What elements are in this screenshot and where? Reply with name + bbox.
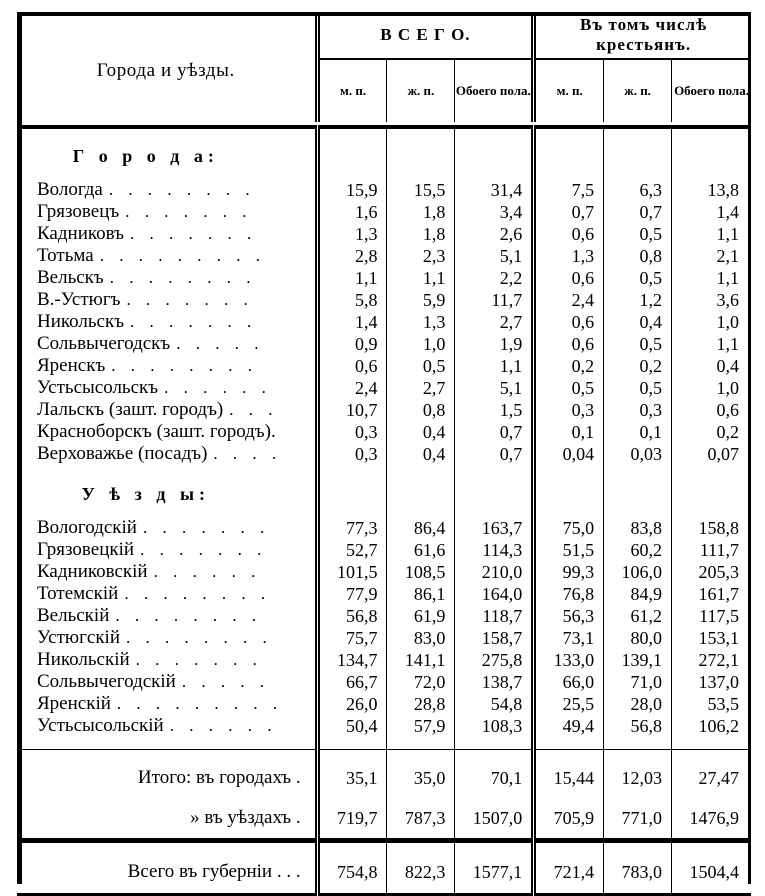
- data-cell: 31,4: [455, 179, 534, 201]
- data-cell: 1,0: [387, 333, 455, 355]
- data-cell: 1,4: [716, 201, 739, 222]
- row-label: Вельскій . . . . . . . .: [17, 605, 317, 627]
- data-cell: 60,2: [604, 539, 672, 561]
- row-gap: [17, 127, 751, 139]
- row-gap: [17, 737, 751, 750]
- data-cell: 51,5: [534, 539, 604, 561]
- table-row-summary: [17, 758, 751, 798]
- data-cell: 77,9: [317, 583, 387, 605]
- column-header-5: Обоего пола.: [674, 82, 749, 98]
- row-gap: [17, 465, 751, 477]
- data-cell: 161,7: [698, 583, 739, 604]
- gap-cell: [17, 465, 317, 477]
- data-cell: 99,3: [534, 561, 604, 583]
- data-cell: 783,0: [604, 851, 672, 895]
- data-cell: 75,7: [317, 627, 387, 649]
- data-cell: 1476,9: [689, 807, 739, 828]
- data-cell: 111,7: [699, 539, 739, 560]
- gap-cell: [604, 737, 672, 750]
- leader-dots: . . . . . . . . .: [99, 246, 266, 265]
- data-cell: 0,1: [604, 421, 672, 443]
- data-cell: 52,7: [317, 539, 387, 561]
- data-cell: 0,3: [604, 399, 672, 421]
- data-cell: 26,0: [317, 693, 387, 715]
- data-cell: 5,8: [317, 289, 387, 311]
- data-cell: 0,1: [534, 421, 604, 443]
- data-cell: 66,0: [534, 671, 604, 693]
- gap-cell: [317, 465, 387, 477]
- table-row-district: [17, 671, 751, 693]
- data-cell: 0,7: [455, 443, 534, 465]
- data-cell: 163,7: [455, 517, 534, 539]
- data-cell: 1,0: [716, 377, 739, 398]
- table-row-city: [17, 201, 751, 223]
- table-row-district: [17, 649, 751, 671]
- table-row-city: [17, 179, 751, 201]
- group-header-peasants: Въ томъ числѣ крестьянъ.: [534, 12, 751, 59]
- data-cell: 117,5: [699, 605, 739, 626]
- data-cell: 2,2: [455, 267, 534, 289]
- data-cell: 0,5: [387, 355, 455, 377]
- table-row-city: [17, 421, 751, 443]
- data-cell: 56,8: [604, 715, 672, 737]
- data-cell: 138,7: [455, 671, 534, 693]
- row-label: В.-Устюгъ . . . . . . .: [17, 289, 317, 311]
- spacer-cell: [455, 477, 534, 511]
- data-cell: 0,04: [534, 443, 604, 465]
- data-cell: 5,9: [387, 289, 455, 311]
- data-cell: 28,8: [387, 693, 455, 715]
- spacer-cell: [317, 477, 387, 511]
- stub-header: [17, 12, 317, 122]
- data-cell: 71,0: [604, 671, 672, 693]
- data-cell: 114,3: [455, 539, 534, 561]
- column-header-3: м. п.: [534, 59, 604, 122]
- section-heading-cities-label: Г о р о д а:: [17, 139, 317, 173]
- spacer-cell: [387, 477, 455, 511]
- grand-total-spacer: [17, 843, 751, 851]
- table-row-city: [17, 377, 751, 399]
- data-cell: 0,8: [604, 245, 672, 267]
- table-row-city: [17, 443, 751, 465]
- column-header-2: Обоего пола.: [455, 59, 534, 122]
- row-label: Вельскъ . . . . . . . .: [17, 267, 317, 289]
- data-cell: 3,4: [455, 201, 534, 223]
- gap-cell: [455, 737, 534, 750]
- table-row-grand-total: [17, 851, 751, 895]
- data-cell: 0,03: [604, 443, 672, 465]
- gap-cell: [387, 127, 455, 139]
- data-cell: 7,5: [534, 179, 604, 201]
- row-label: Красноборскъ (зашт. городъ).: [17, 421, 317, 443]
- population-statistics-table: [17, 12, 751, 896]
- gap-cell: [387, 465, 455, 477]
- column-header-4: ж. п.: [604, 59, 672, 122]
- table-row-city: [17, 289, 751, 311]
- data-cell: 0,3: [317, 421, 387, 443]
- row-label: Грязовецкій . . . . . . .: [17, 539, 317, 561]
- table-row-district: [17, 539, 751, 561]
- data-cell: 210,0: [455, 561, 534, 583]
- data-cell: 54,8: [455, 693, 534, 715]
- leader-dots: . . . . . . . .: [115, 606, 262, 625]
- leader-dots: . . . . . .: [164, 378, 272, 397]
- data-cell: 137,0: [698, 671, 739, 692]
- gap-cell: [534, 465, 604, 477]
- spacer-cell: [534, 477, 604, 511]
- leader-dots: [276, 422, 282, 441]
- data-cell: 10,7: [317, 399, 387, 421]
- data-cell: 0,07: [707, 443, 739, 464]
- spacer-cell: [672, 477, 751, 511]
- data-cell: 73,1: [534, 627, 604, 649]
- leader-dots: . . . . .: [181, 672, 270, 691]
- table-row-district: [17, 517, 751, 539]
- gap-cell: [317, 737, 387, 750]
- data-cell: 1507,0: [455, 798, 534, 841]
- data-cell: 164,0: [455, 583, 534, 605]
- data-cell: 2,4: [317, 377, 387, 399]
- gap-cell: [534, 127, 604, 139]
- table-row-district: [17, 627, 751, 649]
- gap-cell: [672, 127, 751, 139]
- data-cell: 11,7: [455, 289, 534, 311]
- data-cell: 822,3: [387, 851, 455, 895]
- data-cell: 141,1: [387, 649, 455, 671]
- spacer-cell: [672, 139, 751, 173]
- data-cell: 15,44: [534, 758, 604, 798]
- leader-dots: . . . . . . .: [126, 290, 254, 309]
- data-cell: 61,2: [604, 605, 672, 627]
- data-cell: 0,5: [604, 267, 672, 289]
- data-cell: 108,5: [387, 561, 455, 583]
- table-row-city: [17, 311, 751, 333]
- row-label: Верховажье (посадъ) . . . .: [17, 443, 317, 465]
- data-cell: 153,1: [698, 627, 739, 648]
- table-row-summary: [17, 798, 751, 841]
- data-cell: 0,9: [317, 333, 387, 355]
- leader-dots: . . .: [229, 400, 278, 419]
- data-cell: 77,3: [317, 517, 387, 539]
- data-cell: 139,1: [604, 649, 672, 671]
- data-cell: 12,03: [604, 758, 672, 798]
- leader-dots: . . . . . . . .: [111, 356, 258, 375]
- data-cell: 61,6: [387, 539, 455, 561]
- data-cell: 3,6: [716, 289, 739, 310]
- row-label: Устюгскій . . . . . . . .: [17, 627, 317, 649]
- spacer-cell: [604, 139, 672, 173]
- leader-dots: . . . . . . . .: [109, 268, 256, 287]
- table-row-district: [17, 715, 751, 737]
- data-cell: 1,8: [387, 223, 455, 245]
- data-cell: 0,8: [387, 399, 455, 421]
- data-cell: 0,3: [317, 443, 387, 465]
- data-cell: 61,9: [387, 605, 455, 627]
- data-cell: 0,2: [534, 355, 604, 377]
- data-cell: 0,5: [604, 377, 672, 399]
- data-cell: 86,1: [387, 583, 455, 605]
- data-cell: 108,3: [455, 715, 534, 737]
- data-cell: 1504,4: [689, 861, 739, 882]
- data-cell: 1577,1: [455, 851, 534, 895]
- gap-cell: [534, 737, 604, 750]
- data-cell: 83,8: [604, 517, 672, 539]
- spacer-cell: [455, 139, 534, 173]
- leader-dots: . . . . . . .: [135, 650, 263, 669]
- section-heading-districts-label: У ѣ з д ы:: [17, 477, 317, 511]
- table-row-district: [17, 583, 751, 605]
- row-label: Кадниковскій . . . . . .: [17, 561, 317, 583]
- gap-cell: [455, 127, 534, 139]
- row-label: Тотьма . . . . . . . . .: [17, 245, 317, 267]
- gap-cell: [455, 465, 534, 477]
- row-label: Лальскъ (зашт. городъ) . . .: [17, 399, 317, 421]
- data-cell: 0,6: [317, 355, 387, 377]
- leader-dots: . . . . . .: [169, 716, 277, 735]
- table-row-city: [17, 355, 751, 377]
- gap-cell: [672, 465, 751, 477]
- data-cell: 0,4: [387, 443, 455, 465]
- data-cell: 0,5: [534, 377, 604, 399]
- data-cell: 0,6: [534, 267, 604, 289]
- gap-cell: [604, 465, 672, 477]
- column-header-1: ж. п.: [387, 59, 455, 122]
- data-cell: 0,2: [604, 355, 672, 377]
- data-cell: 1,1: [317, 267, 387, 289]
- row-label: Сольвычегодскій . . . . .: [17, 671, 317, 693]
- table-row-district: [17, 693, 751, 715]
- data-cell: 66,7: [317, 671, 387, 693]
- data-cell: 2,7: [387, 377, 455, 399]
- table-row-city: [17, 223, 751, 245]
- row-label: Итого: въ городахъ .: [17, 758, 317, 798]
- data-cell: 28,0: [604, 693, 672, 715]
- row-label: » въ уѣздахъ .: [17, 798, 317, 841]
- data-cell: 6,3: [604, 179, 672, 201]
- data-cell: 2,4: [534, 289, 604, 311]
- gap-cell: [604, 127, 672, 139]
- stub-header-label: Города и уѣзды.: [96, 60, 235, 81]
- data-cell: 0,4: [716, 355, 739, 376]
- leader-dots: . . . . . . .: [140, 540, 267, 559]
- data-cell: 787,3: [387, 798, 455, 841]
- data-cell: 75,0: [534, 517, 604, 539]
- data-cell: 1,5: [455, 399, 534, 421]
- data-cell: 1,6: [317, 201, 387, 223]
- data-cell: 1,1: [387, 267, 455, 289]
- leader-dots: . . . . . . .: [130, 312, 257, 331]
- data-cell: 275,8: [455, 649, 534, 671]
- data-cell: 50,4: [317, 715, 387, 737]
- leader-dots: . . . .: [213, 444, 282, 463]
- leader-dots: . . . . . . . . .: [116, 694, 283, 713]
- data-cell: 56,8: [317, 605, 387, 627]
- leader-dots: . . . . . . . .: [126, 628, 273, 647]
- data-cell: 1,3: [534, 245, 604, 267]
- data-cell: 1,3: [317, 223, 387, 245]
- section-heading-districts: [17, 477, 751, 511]
- table-row-city: [17, 399, 751, 421]
- summary-spacer: [17, 750, 751, 758]
- leader-dots: . . . . . . .: [142, 518, 270, 537]
- row-label: Яренскій . . . . . . . . .: [17, 693, 317, 715]
- data-cell: 2,6: [455, 223, 534, 245]
- data-cell: 1,1: [716, 223, 739, 244]
- data-cell: 35,0: [387, 758, 455, 798]
- row-label: Яренскъ . . . . . . . .: [17, 355, 317, 377]
- data-cell: 1,9: [455, 333, 534, 355]
- leader-dots: . . . . .: [176, 334, 264, 353]
- spacer-cell: [604, 477, 672, 511]
- data-cell: 0,7: [455, 421, 534, 443]
- data-cell: 86,4: [387, 517, 455, 539]
- data-cell: 15,9: [317, 179, 387, 201]
- data-cell: 1,1: [716, 267, 739, 288]
- row-label: Сольвычегодскъ . . . . .: [17, 333, 317, 355]
- data-cell: 2,8: [317, 245, 387, 267]
- data-cell: 1,1: [716, 333, 739, 354]
- leader-dots: . . . . . . .: [129, 224, 257, 243]
- row-label: Кадниковъ . . . . . . .: [17, 223, 317, 245]
- leader-dots: . . . . . . . .: [124, 584, 271, 603]
- row-label: Никольскъ . . . . . . .: [17, 311, 317, 333]
- row-label: Грязовецъ . . . . . . .: [17, 201, 317, 223]
- data-cell: 1,2: [604, 289, 672, 311]
- data-cell: 5,1: [455, 245, 534, 267]
- data-cell: 27,47: [698, 767, 739, 788]
- row-label: Устьсысольскъ . . . . . .: [17, 377, 317, 399]
- leader-dots: . . . . . . . .: [108, 180, 256, 199]
- data-cell: 134,7: [317, 649, 387, 671]
- data-cell: 0,7: [534, 201, 604, 223]
- data-cell: 0,6: [716, 399, 739, 420]
- data-cell: 205,3: [698, 561, 739, 582]
- row-label: Вологда . . . . . . . .: [17, 179, 317, 201]
- data-cell: 83,0: [387, 627, 455, 649]
- data-cell: 0,4: [387, 421, 455, 443]
- leader-dots: . . . . . . .: [125, 202, 252, 221]
- section-heading-cities: [17, 139, 751, 173]
- data-cell: 1,0: [716, 311, 739, 332]
- data-cell: 25,5: [534, 693, 604, 715]
- data-cell: 0,2: [716, 421, 739, 442]
- data-cell: 1,3: [387, 311, 455, 333]
- data-cell: 106,0: [604, 561, 672, 583]
- data-cell: 1,4: [317, 311, 387, 333]
- row-label: Вологодскій . . . . . . .: [17, 517, 317, 539]
- data-cell: 2,7: [455, 311, 534, 333]
- column-header-0: м. п.: [317, 59, 387, 122]
- data-cell: 35,1: [317, 758, 387, 798]
- table-row-district: [17, 561, 751, 583]
- gap-cell: [672, 737, 751, 750]
- group-header-total: В С Е Г О.: [317, 12, 534, 59]
- data-cell: 0,5: [604, 333, 672, 355]
- data-cell: 5,1: [455, 377, 534, 399]
- data-cell: 106,2: [698, 715, 739, 736]
- data-cell: 272,1: [698, 649, 739, 670]
- data-cell: 771,0: [604, 798, 672, 841]
- spacer-cell: [387, 139, 455, 173]
- data-cell: 0,7: [604, 201, 672, 223]
- data-cell: 0,5: [604, 223, 672, 245]
- table-row-city: [17, 333, 751, 355]
- data-cell: 57,9: [387, 715, 455, 737]
- data-cell: 84,9: [604, 583, 672, 605]
- data-cell: 158,7: [455, 627, 534, 649]
- leader-dots: . . . . . .: [153, 562, 261, 581]
- data-cell: 705,9: [534, 798, 604, 841]
- data-cell: 49,4: [534, 715, 604, 737]
- data-cell: 53,5: [707, 693, 739, 714]
- data-cell: 118,7: [455, 605, 534, 627]
- spacer-cell: [317, 139, 387, 173]
- gap-cell: [17, 127, 317, 139]
- data-cell: 13,8: [707, 179, 739, 200]
- data-cell: 80,0: [604, 627, 672, 649]
- data-cell: 0,4: [604, 311, 672, 333]
- data-cell: 0,6: [534, 223, 604, 245]
- data-cell: 1,8: [387, 201, 455, 223]
- data-cell: 0,3: [534, 399, 604, 421]
- header-row-groups: [17, 12, 751, 59]
- data-cell: 133,0: [534, 649, 604, 671]
- gap-cell: [317, 127, 387, 139]
- table-row-city: [17, 245, 751, 267]
- data-cell: 1,1: [455, 355, 534, 377]
- data-cell: 72,0: [387, 671, 455, 693]
- table-row-district: [17, 605, 751, 627]
- data-cell: 70,1: [455, 758, 534, 798]
- data-cell: 721,4: [534, 851, 604, 895]
- data-cell: 76,8: [534, 583, 604, 605]
- row-label: Никольскій . . . . . . .: [17, 649, 317, 671]
- data-cell: 719,7: [317, 798, 387, 841]
- row-label: Всего въ губерніи . . .: [17, 851, 317, 895]
- data-cell: 158,8: [698, 517, 739, 538]
- data-cell: 0,6: [534, 333, 604, 355]
- table-row-city: [17, 267, 751, 289]
- data-cell: 0,6: [534, 311, 604, 333]
- row-label: Устьсысольскій . . . . . .: [17, 715, 317, 737]
- spacer-cell: [534, 139, 604, 173]
- row-label: Тотемскій . . . . . . . .: [17, 583, 317, 605]
- gap-cell: [17, 737, 317, 750]
- data-cell: 2,1: [716, 245, 739, 266]
- data-cell: 2,3: [387, 245, 455, 267]
- data-cell: 754,8: [317, 851, 387, 895]
- data-cell: 101,5: [317, 561, 387, 583]
- gap-cell: [387, 737, 455, 750]
- data-cell: 15,5: [387, 179, 455, 201]
- data-cell: 56,3: [534, 605, 604, 627]
